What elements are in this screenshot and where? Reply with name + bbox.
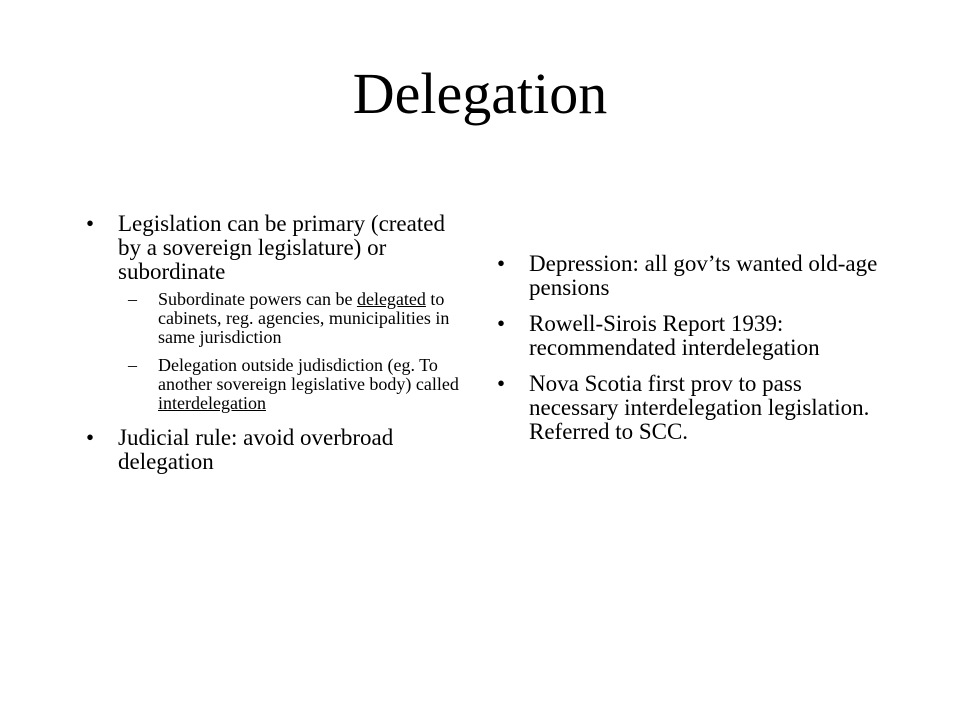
bullet-text: Rowell-Sirois Report 1939: recommendated interdelegation <box>529 311 820 360</box>
bullet-text: Depression: all gov’ts wanted old-age pensions <box>529 251 878 300</box>
bullet-item <box>497 372 887 444</box>
right-bullet-list <box>497 252 887 456</box>
bullet-dot-icon: • <box>497 311 506 336</box>
underlined-term: interdelegation <box>158 393 266 413</box>
bullet-text: Nova Scotia first prov to pass necessary interdelegation legislation. Referred to SCC. <box>529 371 870 444</box>
sub-bullet-item <box>118 290 472 347</box>
bullet-dot-icon: • <box>497 371 506 396</box>
bullet-dot-icon: • <box>86 211 95 236</box>
bullet-item <box>497 252 887 300</box>
bullet-text: Judicial rule: avoid overbroad delegation <box>118 425 394 474</box>
sub-bullet-list <box>118 290 472 413</box>
sub-bullet-text-before: Subordinate powers can be <box>158 289 357 309</box>
sub-bullet-text-after: to cabinets, reg. agencies, municipalities in same jurisdiction <box>158 289 450 347</box>
bullet-item <box>86 426 472 474</box>
bullet-item <box>86 212 472 413</box>
dash-icon: – <box>128 355 137 375</box>
slide-title: Delegation <box>352 61 608 126</box>
bullet-item <box>497 312 887 360</box>
bullet-dot-icon: • <box>497 251 506 276</box>
dash-icon: – <box>128 289 137 309</box>
bullet-text: Legislation can be primary (created by a sovereign legislature) or subordinate <box>118 211 445 284</box>
sub-bullet-text-before: Delegation outside judisdiction (eg. To another sovereign legislative body) called <box>158 355 459 394</box>
left-bullet-list <box>86 212 472 487</box>
sub-bullet-item <box>118 356 472 413</box>
bullet-dot-icon: • <box>86 425 95 450</box>
underlined-term: delegated <box>356 289 426 309</box>
